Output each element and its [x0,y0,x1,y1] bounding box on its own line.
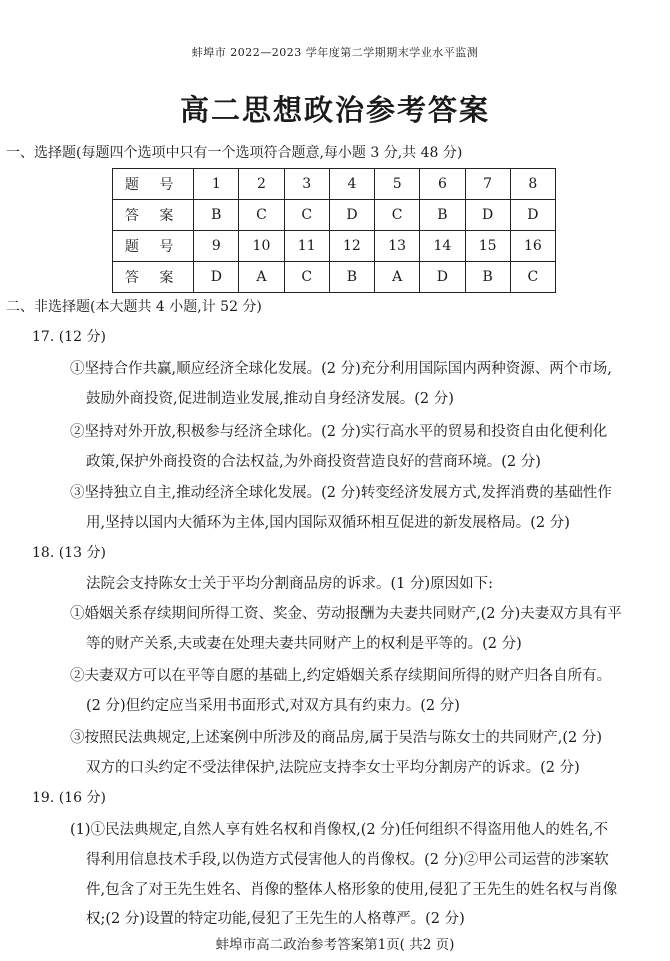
page-title: 高二思想政治参考答案 [179,93,490,127]
answer-cell: C [239,200,284,231]
answer-cell: D [329,200,374,231]
answer-cell: D [510,200,555,231]
row-label: 题 号 [113,169,194,200]
answer-cell: C [510,262,555,293]
question-number: 4 [329,169,374,200]
answer-line: 法院会支持陈女士关于平均分割商品房的诉求。(1 分)原因如下: [86,576,494,592]
question-number: 5 [375,169,420,200]
question-number: 7 [465,169,510,200]
question-number: 6 [420,169,465,200]
answer-line: (2 分)但约定应当采用书面形式,对双方具有约束力。(2 分) [86,698,460,714]
answer-cell: A [375,262,420,293]
question-number: 12 [329,231,374,262]
answer-cell: C [284,200,329,231]
question-number: 2 [239,169,284,200]
answer-cell: D [420,262,465,293]
row-label: 答 案 [113,200,194,231]
answer-cell: D [194,262,239,293]
answer-line: ①婚姻关系存续期间所得工资、奖金、劳动报酬为夫妻共同财产,(2 分)夫妻双方具有平 [70,606,622,622]
answer-cell: B [465,262,510,293]
answer-cell: D [465,200,510,231]
question-number: 16 [510,231,555,262]
section-2-heading: 二、非选择题(本大题共 4 小题,计 52 分) [6,299,262,315]
table-row [113,262,556,293]
answer-cell: A [239,262,284,293]
table-row [113,231,556,262]
answer-line: 件,包含了对王先生姓名、肖像的整体人格形象的使用,侵犯了王先生的姓名权与肖像 [86,882,618,898]
answer-line: 双方的口头约定不受法律保护,法院应支持李女士平均分割房产的诉求。(2 分) [86,760,580,776]
answer-cell: B [194,200,239,231]
answer-cell: C [375,200,420,231]
question-17-heading: 17. (12 分) [32,329,106,345]
question-18-heading: 18. (13 分) [32,545,106,561]
answer-line: 等的财产关系,夫或妻在处理夫妻共同财产上的权利是平等的。(2 分) [86,636,522,652]
answer-line: ①坚持合作共赢,顺应经济全球化发展。(2 分)充分利用国际国内两种资源、两个市场, [70,361,612,377]
answer-line: ③按照民法典规定,上述案例中所涉及的商品房,属于吴浩与陈女士的共同财产,(2 分) [70,730,602,746]
question-number: 10 [239,231,284,262]
answer-line: 鼓励外商投资,促进制造业发展,推动自身经济发展。(2 分) [86,391,454,407]
question-number: 11 [284,231,329,262]
answer-line: ②夫妻双方可以在平等自愿的基础上,约定婚姻关系存续期间所得的财产归各自所有。 [70,668,612,684]
question-number: 9 [194,231,239,262]
answer-line: (1)①民法典规定,自然人享有姓名权和肖像权,(2 分)任何组织不得盗用他人的姓名,不 [70,822,609,838]
question-number: 3 [284,169,329,200]
table-row [113,200,556,231]
section-1-heading: 一、选择题(每题四个选项中只有一个选项符合题意,每小题 3 分,共 48 分) [6,145,463,161]
question-number: 14 [420,231,465,262]
question-19-heading: 19. (16 分) [32,790,106,806]
page-footer: 蚌埠市高二政治参考答案第1页( 共2 页) [215,937,455,953]
answer-line: ②坚持对外开放,积极参与经济全球化。(2 分)实行高水平的贸易和投资自由化便利化 [70,424,608,440]
answer-cell: B [420,200,465,231]
table-row [113,169,556,200]
answer-cell: C [284,262,329,293]
question-number: 13 [375,231,420,262]
answer-line: 用,坚持以国内大循环为主体,国内国际双循环相互促进的新发展格局。(2 分) [86,515,570,531]
answer-line: 权;(2 分)设置的特定功能,侵犯了王先生的人格尊严。(2 分) [86,911,465,927]
question-number: 15 [465,231,510,262]
answer-line: ③坚持独立自主,推动经济全球化发展。(2 分)转变经济发展方式,发挥消费的基础性作 [70,485,612,501]
exam-header: 蚌埠市 2022—2023 学年度第二学期期末学业水平监测 [191,46,479,59]
answer-line: 得利用信息技术手段,以伪造方式侵害他人的肖像权。(2 分)②甲公司运营的涉案软 [86,852,609,868]
question-number: 1 [194,169,239,200]
answer-line: 政策,保护外商投资的合法权益,为外商投资营造良好的营商环境。(2 分) [86,454,541,470]
question-number: 8 [510,169,555,200]
answer-table [112,168,556,293]
row-label: 题 号 [113,231,194,262]
answer-cell: B [329,262,374,293]
row-label: 答 案 [113,262,194,293]
